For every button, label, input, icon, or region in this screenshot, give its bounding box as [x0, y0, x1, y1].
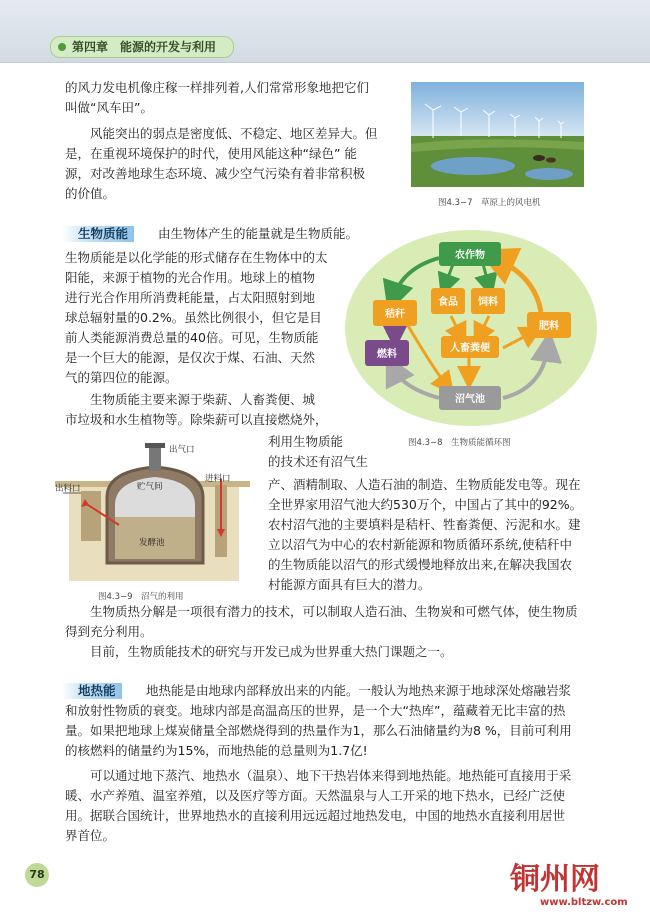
- biomass-line-21: 目前，生物质能技术的研究与开发已成为世界重大热门课题之一。: [65, 644, 453, 659]
- biomass-line-19: 生物质热分解是一项很有潜力的技术，可以制取人造石油、生物炭和可燃气体，使生物质: [65, 604, 578, 619]
- geothermal-line-2: 和放射性物质的衰变。地球内部是高温高压的世界，是一个大“热库”，蕴藏着无比丰富的热: [65, 703, 566, 718]
- watermark-url: www.bltzw.com: [540, 897, 628, 908]
- cycle-node-food: 食品: [438, 297, 458, 308]
- biomass-line-8: 气的第四位的能源。: [65, 370, 178, 385]
- cycle-node-crops: 农作物: [455, 250, 485, 261]
- biomass-line-12: 的技术还有沼气生: [268, 454, 369, 469]
- biomass-cycle-diagram: [343, 228, 600, 428]
- biomass-line-3: 阳能，来源于植物的光合作用。地球上的植物: [65, 270, 316, 285]
- biomass-line-6: 前人类能源消费总量的40倍。可见，生物质能: [65, 330, 319, 345]
- wind-line-4: 是，在重视环境保护的时代，使用风能这种“绿色” 能: [65, 146, 357, 161]
- biomass-line-11: 利用生物质能: [268, 434, 344, 449]
- geothermal-line-7: 用。据联合国统计，世界地热水的直接利用远远超过地热发电，中国的地热水直接利用居世: [65, 808, 566, 823]
- biomass-line-18: 村能源方面具有巨大的潜力。: [268, 577, 431, 592]
- wind-figure-caption: 图4.3−7 草原上的风电机: [438, 198, 541, 208]
- biogas-label-fermentation-tank: 发酵池: [139, 538, 165, 548]
- biogas-label-feed-inlet: 进料口: [205, 474, 231, 484]
- geothermal-line-5: 可以通过地下蒸汽、地热水（温泉）、地下干热岩体来得到地热能。地热能可直接用于采: [65, 768, 572, 783]
- cycle-node-fertilizer: 肥料: [539, 321, 559, 332]
- page-number: 78: [29, 868, 45, 881]
- wind-farm-photo: [411, 82, 584, 187]
- biogas-figure-caption: 图4.3−9 沼气的利用: [98, 592, 184, 602]
- biomass-line-15: 农村沼气池的主要填料是秸杆、牲畜粪便、污泥和水。建: [268, 517, 581, 532]
- biogas-label-gas-storage: 贮气间: [137, 482, 163, 492]
- biomass-line-13: 产、酒精制取、人造石油的制造、生物质能发电等。现在: [268, 477, 581, 492]
- biomass-line-14: 全世界家用沼气池大约530万个，中国占了其中的92%。: [268, 497, 583, 512]
- biomass-line-9: 生物质能主要来源于柴薪、人畜粪便、城: [65, 392, 316, 407]
- biogas-label-discharge-outlet: 出料口: [55, 484, 81, 494]
- biomass-line-2: 生物质能是以化学能的形式储存在生物体中的太: [65, 250, 328, 265]
- geothermal-line-6: 暖、水产养殖、温室养殖，以及医疗等方面。天然温泉与人工开采的地下热水，已经广泛使: [65, 788, 566, 803]
- biomass-line-4: 进行光合作用所消费耗能量，占太阳照射到地: [65, 290, 316, 305]
- biogas-digester-diagram: [55, 441, 250, 586]
- biomass-line-17: 的生物质能以沼气的形式缓慢地释放出来,在解决我国农: [268, 557, 572, 572]
- geothermal-line-8: 界首位。: [65, 828, 116, 843]
- wind-line-3: 风能突出的弱点是密度低、不稳定、地区差异大。但: [65, 126, 378, 141]
- cycle-node-feed: 饲料: [478, 297, 498, 308]
- geothermal-line-3: 量。如果把地球上煤炭储量全部燃烧得到的热量作为1，那么石油储量约为8 %，目前可利用: [65, 723, 572, 738]
- geothermal-line-4: 的核燃料的储量约为15%，而地热能的总量则为1.7亿!: [65, 743, 368, 758]
- cycle-node-fuel: 燃料: [377, 349, 397, 360]
- watermark-logo-text: 铜州网: [510, 862, 600, 897]
- geothermal-line-1: 地热能是由地球内部释放出来的内能。一般认为地热来源于地球深处熔融岩浆: [146, 683, 572, 698]
- wind-line-6: 的价值。: [65, 186, 116, 201]
- biomass-line-10: 市垃圾和水生植物等。除柴薪可以直接燃烧外，: [65, 412, 328, 427]
- biomass-line-5: 球总辐射量的0.2%。虽然比例很小，但它是目: [65, 310, 322, 325]
- biomass-line-7: 是一个巨大的能源，是仅次于煤、石油、天然: [65, 350, 316, 365]
- cycle-node-biogas-pit: 沼气池: [455, 394, 485, 405]
- cycle-figure-caption: 图4.3−8 生物质能循环图: [408, 438, 511, 448]
- geothermal-section-label: 地热能: [62, 683, 122, 699]
- wind-line-1: 的风力发电机像庄稼一样排列着,人们常常形象地把它们: [65, 80, 369, 95]
- biomass-line-1: 由生物体产生的能量就是生物质能。: [158, 226, 359, 241]
- cycle-node-manure: 人畜粪便: [450, 343, 490, 354]
- biomass-line-20: 得到充分利用。: [65, 624, 153, 639]
- biomass-line-16: 立以沼气为中心的农村新能源和物质循环系统,使秸秆中: [268, 537, 572, 552]
- chapter-bullet-icon: [58, 43, 66, 51]
- wind-line-5: 源，对改善地球生态环境、减少空气污染有着非常积极: [65, 166, 366, 181]
- cycle-node-straw: 秸秆: [385, 309, 405, 320]
- biomass-section-label: 生物质能: [62, 226, 134, 242]
- page-number-badge: [25, 863, 49, 887]
- wind-line-2: 叫做“风车田”。: [65, 100, 153, 115]
- chapter-title: 第四章 能源的开发与利用: [72, 40, 217, 54]
- biogas-label-gas-outlet: 出气口: [169, 445, 195, 455]
